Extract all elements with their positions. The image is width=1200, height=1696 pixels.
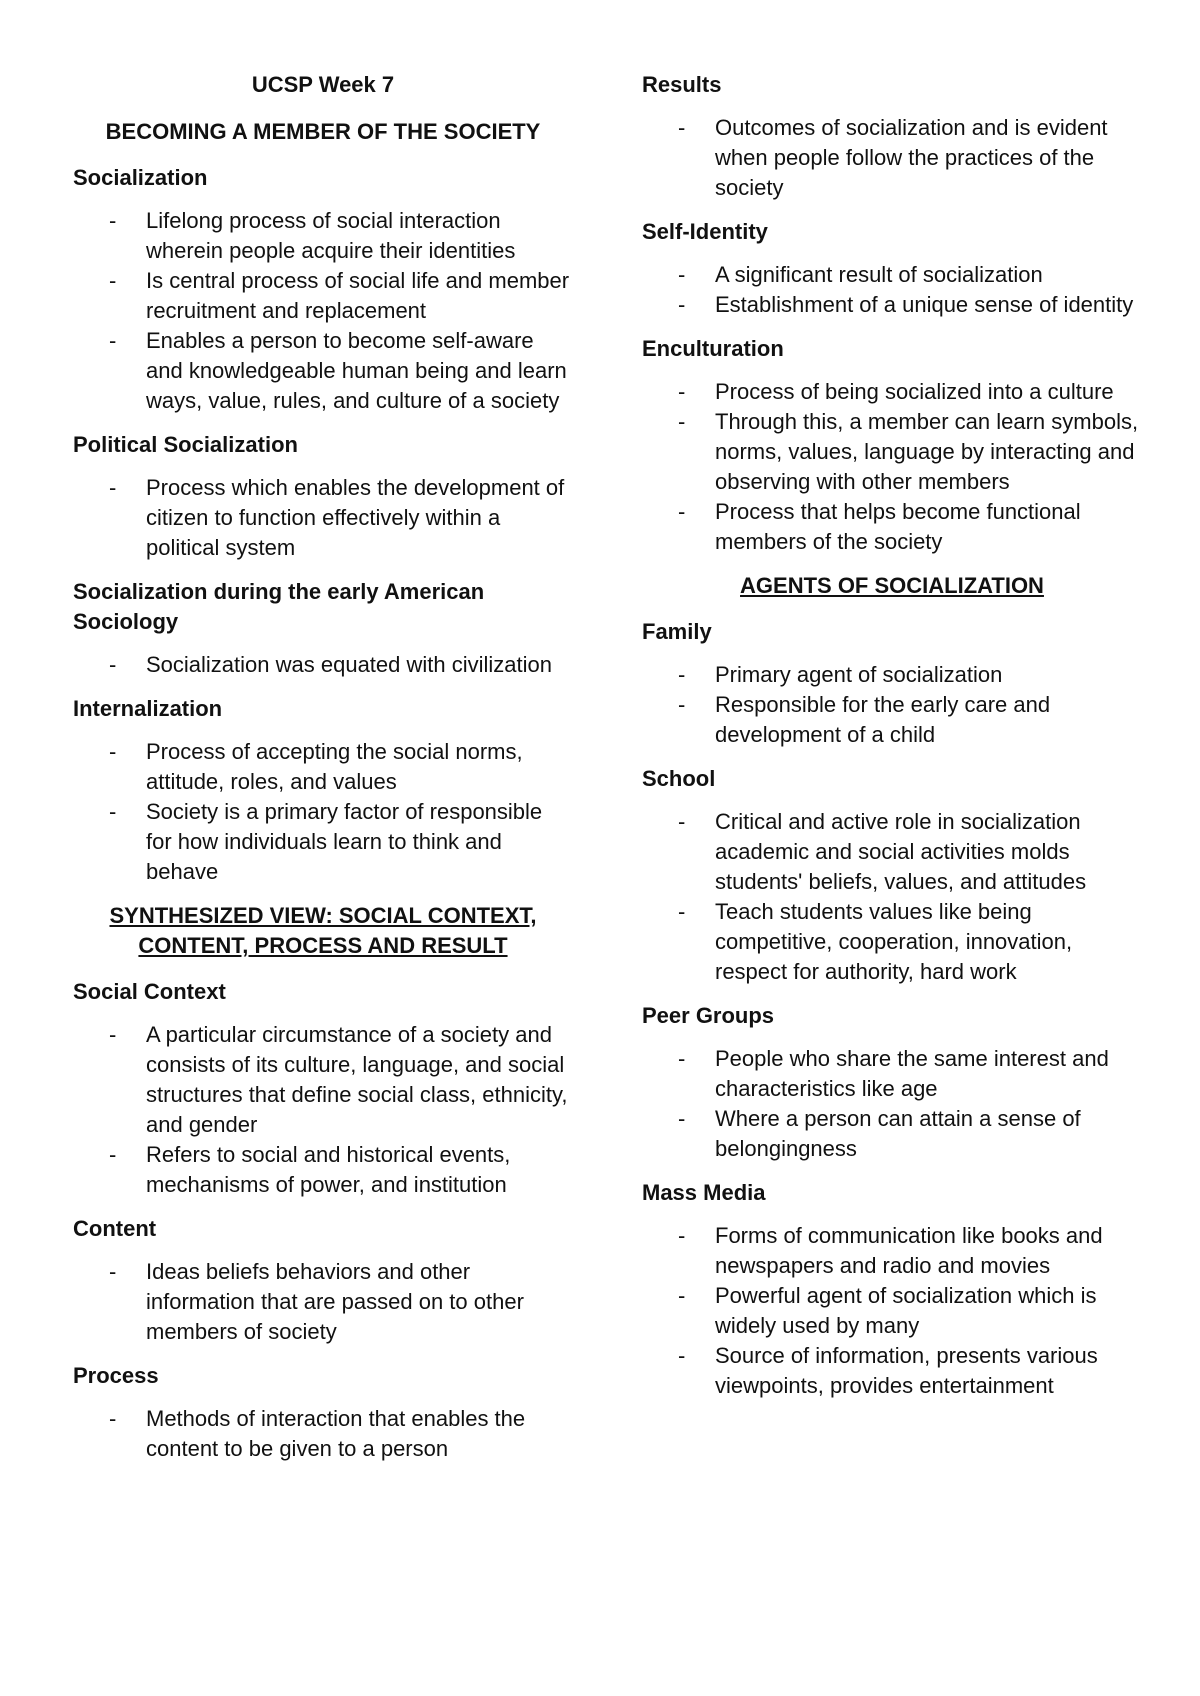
section-self-identity bbox=[642, 217, 1142, 320]
bullet-list bbox=[73, 650, 573, 680]
list-item-text: A significant result of socialization bbox=[715, 262, 1043, 287]
section-peer-groups bbox=[642, 1001, 1142, 1164]
dash-bullet-icon: - bbox=[109, 1406, 117, 1431]
section-heading: Content bbox=[73, 1216, 157, 1241]
left-column bbox=[73, 70, 573, 1478]
bullet-list bbox=[642, 113, 1142, 203]
list-item-text: Enables a person to become self-aware and knowledgeable human being and learn ways, value, rules, and culture of a society bbox=[146, 328, 567, 413]
section-content bbox=[73, 1214, 573, 1347]
list-item-text: Methods of interaction that enables the content to be given to a person bbox=[146, 1406, 526, 1461]
list-item bbox=[642, 290, 1142, 320]
list-item bbox=[73, 473, 573, 563]
dash-bullet-icon: - bbox=[109, 1259, 117, 1284]
dash-bullet-icon: - bbox=[678, 809, 686, 834]
list-item bbox=[642, 1044, 1142, 1104]
section-heading: Peer Groups bbox=[642, 1003, 775, 1028]
list-item bbox=[73, 326, 573, 416]
dash-bullet-icon: - bbox=[109, 475, 117, 500]
list-item-text: Is central process of social life and member recruitment and replacement bbox=[146, 268, 570, 323]
list-item-text: Process that helps become functional members of the society bbox=[715, 499, 1081, 554]
bullet-list bbox=[642, 1221, 1142, 1401]
agents-heading: AGENTS OF SOCIALIZATION bbox=[740, 573, 1044, 598]
right-sections-a bbox=[642, 70, 1142, 557]
list-item bbox=[642, 377, 1142, 407]
list-item bbox=[642, 1221, 1142, 1281]
list-item-text: Critical and active role in socialization academic and social activities molds students' beliefs, values, and attitudes bbox=[715, 809, 1087, 894]
list-item-text: Responsible for the early care and development of a child bbox=[715, 692, 1051, 747]
dash-bullet-icon: - bbox=[109, 1022, 117, 1047]
list-item bbox=[73, 1020, 573, 1140]
list-item-text: Where a person can attain a sense of belongingness bbox=[715, 1106, 1081, 1161]
dash-bullet-icon: - bbox=[678, 899, 686, 924]
dash-bullet-icon: - bbox=[678, 409, 686, 434]
list-item-text: Teach students values like being competitive, cooperation, innovation, respect for authority, hard work bbox=[715, 899, 1073, 984]
list-item-text: Lifelong process of social interaction wherein people acquire their identities bbox=[146, 208, 516, 263]
dash-bullet-icon: - bbox=[678, 1343, 686, 1368]
list-item bbox=[73, 266, 573, 326]
bullet-list bbox=[73, 737, 573, 887]
list-item bbox=[73, 737, 573, 797]
section-heading: Self-Identity bbox=[642, 219, 768, 244]
list-item bbox=[642, 260, 1142, 290]
section-school bbox=[642, 764, 1142, 987]
section-process bbox=[73, 1361, 573, 1464]
bullet-list bbox=[642, 260, 1142, 320]
bullet-list bbox=[642, 1044, 1142, 1164]
synthesized-view-heading: SYNTHESIZED VIEW: SOCIAL CONTEXT, CONTENT, PROCESS AND RESULT bbox=[109, 903, 537, 958]
dash-bullet-icon: - bbox=[678, 379, 686, 404]
section-results bbox=[642, 70, 1142, 203]
list-item bbox=[642, 807, 1142, 897]
bullet-list bbox=[642, 377, 1142, 557]
list-item-text: Process of being socialized into a culture bbox=[715, 379, 1114, 404]
right-sections-b bbox=[642, 617, 1142, 1401]
list-item bbox=[73, 1404, 573, 1464]
bullet-list bbox=[73, 1020, 573, 1200]
list-item-text: Socialization was equated with civilization bbox=[146, 652, 552, 677]
bullet-list bbox=[642, 660, 1142, 750]
list-item bbox=[642, 407, 1142, 497]
document-title: UCSP Week 7 bbox=[251, 72, 395, 97]
section-enculturation bbox=[642, 334, 1142, 557]
left-sections-b bbox=[73, 977, 573, 1464]
list-item-text: Establishment of a unique sense of identity bbox=[715, 292, 1134, 317]
section-heading: Mass Media bbox=[642, 1180, 766, 1205]
section-internalization bbox=[73, 694, 573, 887]
bullet-list bbox=[73, 1404, 573, 1464]
bullet-list bbox=[73, 1257, 573, 1347]
list-item bbox=[73, 206, 573, 266]
list-item-text: Powerful agent of socialization which is widely used by many bbox=[715, 1283, 1097, 1338]
dash-bullet-icon: - bbox=[678, 1223, 686, 1248]
section-heading: Enculturation bbox=[642, 336, 784, 361]
dash-bullet-icon: - bbox=[678, 1106, 686, 1131]
list-item-text: Through this, a member can learn symbols, norms, values, language by interacting and observing with other members bbox=[715, 409, 1139, 494]
dash-bullet-icon: - bbox=[109, 1142, 117, 1167]
list-item-text: A particular circumstance of a society and consists of its culture, language, and social structures that define social class, ethnicity, and gender bbox=[146, 1022, 568, 1137]
list-item bbox=[642, 660, 1142, 690]
dash-bullet-icon: - bbox=[678, 1046, 686, 1071]
main-heading: BECOMING A MEMBER OF THE SOCIETY bbox=[105, 119, 541, 144]
list-item bbox=[73, 650, 573, 680]
bullet-list bbox=[642, 807, 1142, 987]
section-mass-media bbox=[642, 1178, 1142, 1401]
dash-bullet-icon: - bbox=[109, 799, 117, 824]
right-column bbox=[642, 70, 1142, 1415]
list-item-text: Process of accepting the social norms, attitude, roles, and values bbox=[146, 739, 523, 794]
section-heading: Family bbox=[642, 619, 712, 644]
list-item bbox=[642, 113, 1142, 203]
dash-bullet-icon: - bbox=[678, 692, 686, 717]
dash-bullet-icon: - bbox=[678, 1283, 686, 1308]
section-heading: Social Context bbox=[73, 979, 226, 1004]
dash-bullet-icon: - bbox=[109, 739, 117, 764]
dash-bullet-icon: - bbox=[678, 662, 686, 687]
list-item bbox=[73, 1140, 573, 1200]
list-item-text: Ideas beliefs behaviors and other information that are passed on to other members of society bbox=[146, 1259, 524, 1344]
list-item-text: Primary agent of socialization bbox=[715, 662, 1003, 687]
section-heading: Political Socialization bbox=[73, 432, 298, 457]
left-sections-a bbox=[73, 163, 573, 887]
dash-bullet-icon: - bbox=[109, 268, 117, 293]
section-heading: Results bbox=[642, 72, 722, 97]
list-item-text: Process which enables the development of citizen to function effectively within a political system bbox=[146, 475, 565, 560]
dash-bullet-icon: - bbox=[678, 262, 686, 287]
list-item bbox=[73, 1257, 573, 1347]
list-item-text: Society is a primary factor of responsible for how individuals learn to think and behave bbox=[146, 799, 543, 884]
section-socialization-during-the-early-american-sociology bbox=[73, 577, 573, 680]
section-political-socialization bbox=[73, 430, 573, 563]
bullet-list bbox=[73, 473, 573, 563]
list-item bbox=[73, 797, 573, 887]
list-item-text: Refers to social and historical events, mechanisms of power, and institution bbox=[146, 1142, 511, 1197]
list-item bbox=[642, 897, 1142, 987]
list-item bbox=[642, 497, 1142, 557]
section-family bbox=[642, 617, 1142, 750]
list-item bbox=[642, 1341, 1142, 1401]
section-heading: Socialization during the early American Sociology bbox=[73, 579, 485, 634]
section-heading: Socialization bbox=[73, 165, 208, 190]
dash-bullet-icon: - bbox=[678, 292, 686, 317]
bullet-list bbox=[73, 206, 573, 416]
section-socialization bbox=[73, 163, 573, 416]
dash-bullet-icon: - bbox=[109, 652, 117, 677]
list-item-text: Outcomes of socialization and is evident when people follow the practices of the society bbox=[715, 115, 1108, 200]
dash-bullet-icon: - bbox=[109, 328, 117, 353]
dash-bullet-icon: - bbox=[109, 208, 117, 233]
list-item bbox=[642, 1281, 1142, 1341]
section-heading: Internalization bbox=[73, 696, 223, 721]
list-item-text: People who share the same interest and characteristics like age bbox=[715, 1046, 1109, 1101]
list-item bbox=[642, 1104, 1142, 1164]
list-item-text: Forms of communication like books and newspapers and radio and movies bbox=[715, 1223, 1103, 1278]
list-item-text: Source of information, presents various viewpoints, provides entertainment bbox=[715, 1343, 1098, 1398]
dash-bullet-icon: - bbox=[678, 499, 686, 524]
list-item bbox=[642, 690, 1142, 750]
section-heading: Process bbox=[73, 1363, 159, 1388]
section-social-context bbox=[73, 977, 573, 1200]
dash-bullet-icon: - bbox=[678, 115, 686, 140]
section-heading: School bbox=[642, 766, 716, 791]
